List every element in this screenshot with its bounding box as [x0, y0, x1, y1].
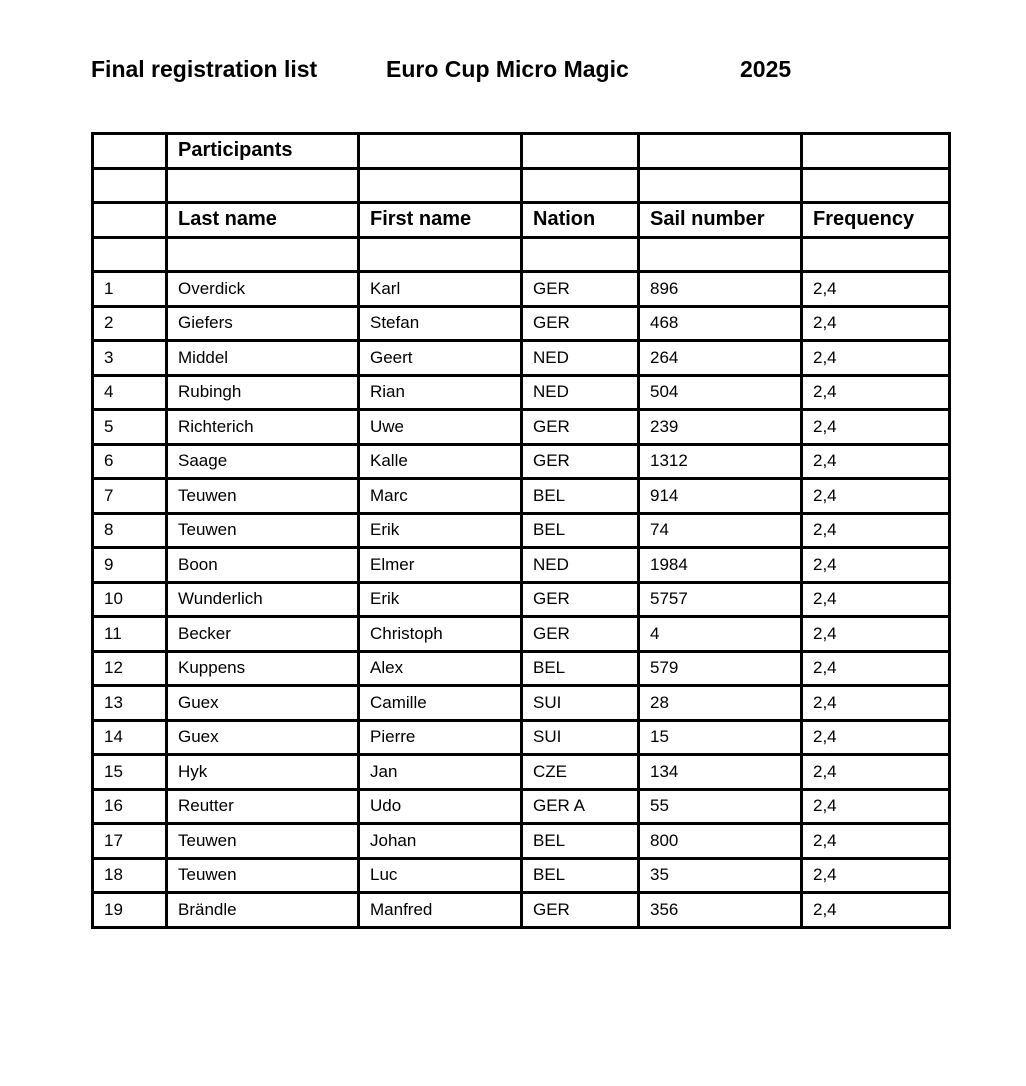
sail-number-cell: 1984 [639, 548, 802, 583]
sail-number-cell: 800 [639, 824, 802, 859]
sail-number-cell: 5757 [639, 582, 802, 617]
table-row [93, 548, 950, 583]
row-number-cell: 3 [93, 341, 167, 376]
frequency-cell: 2,4 [802, 686, 950, 721]
first-name-cell: Karl [359, 272, 522, 307]
nation-cell: SUI [522, 686, 639, 721]
row-number-cell: 2 [93, 306, 167, 341]
sail-number-cell: 239 [639, 410, 802, 445]
nation-cell: BEL [522, 479, 639, 514]
spacer-row [93, 168, 950, 203]
frequency-cell: 2,4 [802, 617, 950, 652]
first-name-cell: Jan [359, 755, 522, 790]
first-name-cell: Uwe [359, 410, 522, 445]
column-header-sail-number: Sail number [639, 203, 802, 238]
frequency-cell: 2,4 [802, 272, 950, 307]
empty-cell [93, 237, 167, 272]
registration-table [91, 132, 951, 929]
sail-number-cell: 914 [639, 479, 802, 514]
frequency-cell: 2,4 [802, 755, 950, 790]
empty-cell [802, 237, 950, 272]
last-name-cell: Teuwen [167, 858, 359, 893]
empty-cell [522, 168, 639, 203]
last-name-cell: Teuwen [167, 479, 359, 514]
row-number-cell: 18 [93, 858, 167, 893]
table-row [93, 341, 950, 376]
empty-cell [167, 237, 359, 272]
table-row [93, 410, 950, 445]
sail-number-cell: 468 [639, 306, 802, 341]
nation-cell: CZE [522, 755, 639, 790]
sail-number-cell: 74 [639, 513, 802, 548]
nation-cell: BEL [522, 824, 639, 859]
empty-cell [639, 134, 802, 169]
document-header [0, 56, 1026, 88]
sail-number-cell: 579 [639, 651, 802, 686]
nation-cell: NED [522, 548, 639, 583]
frequency-cell: 2,4 [802, 720, 950, 755]
empty-cell [359, 168, 522, 203]
column-header-first-name: First name [359, 203, 522, 238]
first-name-cell: Alex [359, 651, 522, 686]
frequency-cell: 2,4 [802, 548, 950, 583]
first-name-cell: Elmer [359, 548, 522, 583]
first-name-cell: Johan [359, 824, 522, 859]
nation-cell: GER [522, 410, 639, 445]
nation-cell: BEL [522, 858, 639, 893]
section-row [93, 134, 950, 169]
last-name-cell: Reutter [167, 789, 359, 824]
table-row [93, 582, 950, 617]
frequency-cell: 2,4 [802, 893, 950, 928]
first-name-cell: Marc [359, 479, 522, 514]
first-name-cell: Manfred [359, 893, 522, 928]
row-number-cell: 10 [93, 582, 167, 617]
first-name-cell: Christoph [359, 617, 522, 652]
sail-number-cell: 356 [639, 893, 802, 928]
frequency-cell: 2,4 [802, 858, 950, 893]
last-name-cell: Wunderlich [167, 582, 359, 617]
last-name-cell: Overdick [167, 272, 359, 307]
frequency-cell: 2,4 [802, 341, 950, 376]
sail-number-cell: 896 [639, 272, 802, 307]
row-number-cell: 12 [93, 651, 167, 686]
empty-cell [639, 237, 802, 272]
nation-cell: BEL [522, 651, 639, 686]
document-title: Final registration list [91, 56, 318, 82]
row-number-cell: 19 [93, 893, 167, 928]
last-name-cell: Richterich [167, 410, 359, 445]
empty-cell [522, 237, 639, 272]
frequency-cell: 2,4 [802, 444, 950, 479]
nation-cell: GER [522, 306, 639, 341]
row-number-cell: 4 [93, 375, 167, 410]
frequency-cell: 2,4 [802, 375, 950, 410]
last-name-cell: Hyk [167, 755, 359, 790]
empty-cell [522, 134, 639, 169]
frequency-cell: 2,4 [802, 410, 950, 445]
frequency-cell: 2,4 [802, 513, 950, 548]
first-name-cell: Kalle [359, 444, 522, 479]
last-name-cell: Boon [167, 548, 359, 583]
last-name-cell: Teuwen [167, 513, 359, 548]
first-name-cell: Erik [359, 582, 522, 617]
nation-cell: NED [522, 375, 639, 410]
empty-cell [639, 168, 802, 203]
last-name-cell: Middel [167, 341, 359, 376]
first-name-cell: Pierre [359, 720, 522, 755]
nation-cell: GER [522, 444, 639, 479]
row-number-cell: 15 [93, 755, 167, 790]
table-row [93, 617, 950, 652]
event-name: Euro Cup Micro Magic [386, 56, 629, 82]
last-name-cell: Giefers [167, 306, 359, 341]
sail-number-cell: 55 [639, 789, 802, 824]
table-row [93, 686, 950, 721]
first-name-cell: Erik [359, 513, 522, 548]
row-number-cell: 7 [93, 479, 167, 514]
first-name-cell: Geert [359, 341, 522, 376]
first-name-cell: Camille [359, 686, 522, 721]
empty-cell [802, 168, 950, 203]
sail-number-cell: 504 [639, 375, 802, 410]
nation-cell: GER [522, 617, 639, 652]
empty-cell [802, 134, 950, 169]
empty-cell [93, 168, 167, 203]
first-name-cell: Luc [359, 858, 522, 893]
row-number-cell: 16 [93, 789, 167, 824]
sail-number-cell: 134 [639, 755, 802, 790]
column-header-frequency: Frequency [802, 203, 950, 238]
row-number-cell: 14 [93, 720, 167, 755]
table-row [93, 444, 950, 479]
first-name-cell: Rian [359, 375, 522, 410]
frequency-cell: 2,4 [802, 789, 950, 824]
last-name-cell: Guex [167, 686, 359, 721]
empty-cell [167, 168, 359, 203]
last-name-cell: Teuwen [167, 824, 359, 859]
spacer-row [93, 237, 950, 272]
column-header-nation: Nation [522, 203, 639, 238]
row-number-cell: 9 [93, 548, 167, 583]
event-year: 2025 [740, 56, 792, 82]
frequency-cell: 2,4 [802, 824, 950, 859]
last-name-cell: Becker [167, 617, 359, 652]
first-name-cell: Stefan [359, 306, 522, 341]
sail-number-cell: 264 [639, 341, 802, 376]
last-name-cell: Saage [167, 444, 359, 479]
table-row [93, 893, 950, 928]
table-row [93, 306, 950, 341]
row-number-cell: 13 [93, 686, 167, 721]
last-name-cell: Brändle [167, 893, 359, 928]
table-row [93, 720, 950, 755]
nation-cell: BEL [522, 513, 639, 548]
frequency-cell: 2,4 [802, 651, 950, 686]
sail-number-cell: 15 [639, 720, 802, 755]
table-row [93, 651, 950, 686]
sail-number-cell: 35 [639, 858, 802, 893]
nation-cell: GER A [522, 789, 639, 824]
frequency-cell: 2,4 [802, 306, 950, 341]
table-row [93, 479, 950, 514]
column-header-row [93, 203, 950, 238]
table-row [93, 755, 950, 790]
row-number-cell: 8 [93, 513, 167, 548]
sail-number-cell: 1312 [639, 444, 802, 479]
nation-cell: GER [522, 893, 639, 928]
empty-cell [93, 203, 167, 238]
row-number-cell: 1 [93, 272, 167, 307]
table-row [93, 375, 950, 410]
nation-cell: GER [522, 272, 639, 307]
frequency-cell: 2,4 [802, 582, 950, 617]
empty-cell [93, 134, 167, 169]
nation-cell: NED [522, 341, 639, 376]
table-row [93, 513, 950, 548]
last-name-cell: Kuppens [167, 651, 359, 686]
section-label: Participants [167, 134, 359, 169]
empty-cell [359, 134, 522, 169]
frequency-cell: 2,4 [802, 479, 950, 514]
empty-cell [359, 237, 522, 272]
table-row [93, 272, 950, 307]
nation-cell: SUI [522, 720, 639, 755]
row-number-cell: 5 [93, 410, 167, 445]
row-number-cell: 17 [93, 824, 167, 859]
last-name-cell: Rubingh [167, 375, 359, 410]
table-row [93, 824, 950, 859]
row-number-cell: 6 [93, 444, 167, 479]
column-header-last-name: Last name [167, 203, 359, 238]
sail-number-cell: 28 [639, 686, 802, 721]
nation-cell: GER [522, 582, 639, 617]
sail-number-cell: 4 [639, 617, 802, 652]
first-name-cell: Udo [359, 789, 522, 824]
table-row [93, 789, 950, 824]
row-number-cell: 11 [93, 617, 167, 652]
table-row [93, 858, 950, 893]
last-name-cell: Guex [167, 720, 359, 755]
